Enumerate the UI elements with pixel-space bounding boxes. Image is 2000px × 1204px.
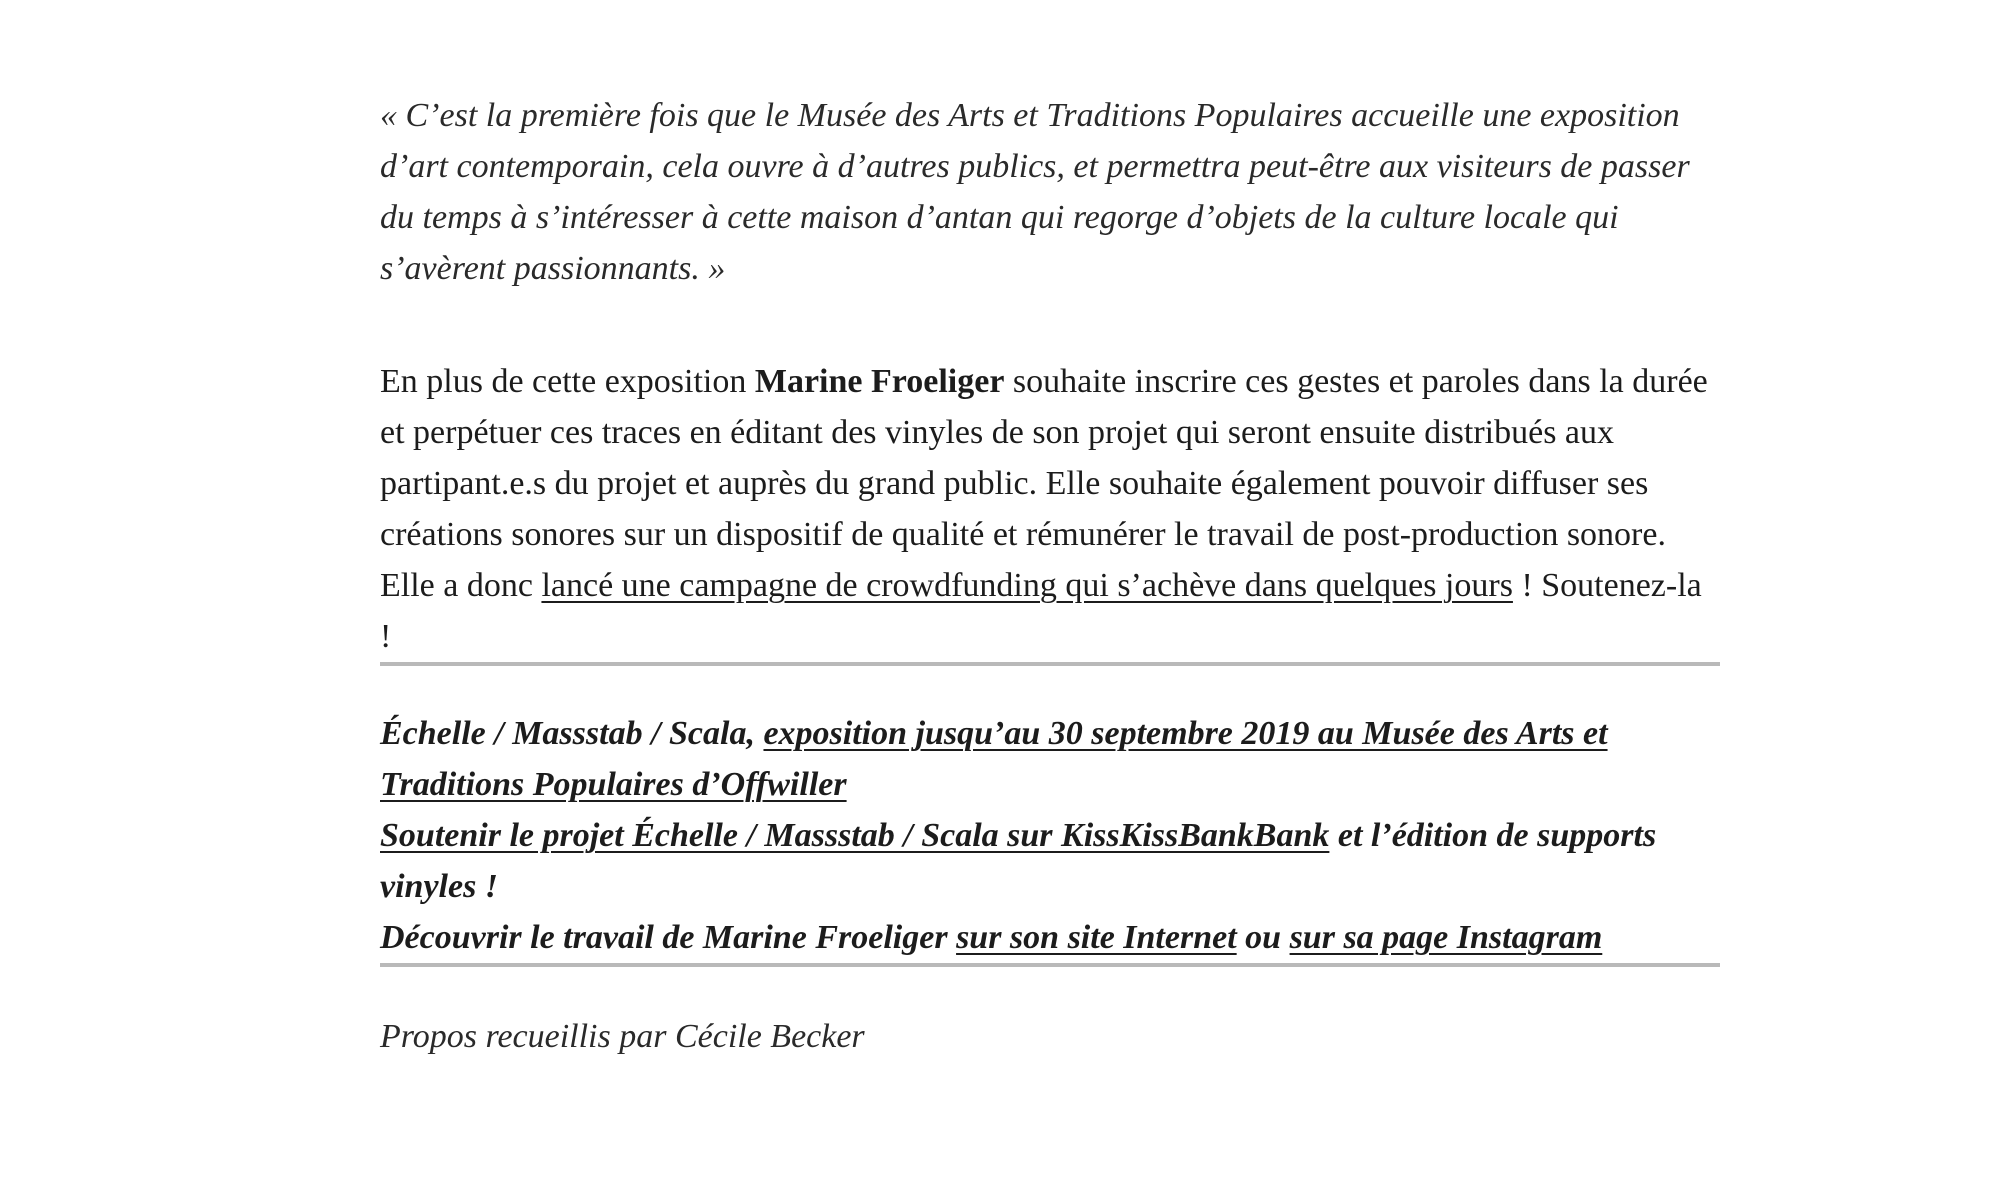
author-credit: Propos recueillis par Cécile Becker — [380, 1018, 865, 1055]
info-block — [380, 708, 1720, 963]
exhibition-title: Échelle / Massstab / Scala, — [380, 715, 764, 752]
instagram-link[interactable]: sur sa page Instagram — [1289, 919, 1603, 956]
discover-info-line — [380, 912, 1720, 963]
website-link[interactable]: sur son site Internet — [956, 919, 1237, 956]
support-suffix: et l’édition de supports vinyles ! — [380, 817, 1657, 905]
discover-prefix: Découvrir le travail de Marine Froeliger — [380, 919, 957, 956]
exhibition-info-line — [380, 708, 1720, 810]
artist-name: Marine Froeliger — [754, 363, 1005, 400]
kisskissbankbank-link[interactable]: Soutenir le projet Échelle / Massstab / Scala sur KissKissBankBank — [380, 817, 1330, 854]
body-paragraph — [380, 356, 1720, 662]
section-divider-top — [380, 662, 1720, 666]
crowdfunding-link[interactable]: lancé une campagne de crowdfunding qui s’achève dans quelques jours — [541, 567, 1513, 604]
paragraph-intro: En plus de cette exposition — [380, 363, 755, 400]
discover-middle: ou — [1236, 919, 1290, 956]
exhibition-link[interactable]: exposition jusqu’au 30 septembre 2019 au Musée des Arts et Traditions Populaires d’Offwiller — [380, 715, 1608, 803]
paragraph-middle: souhaite inscrire ces gestes et paroles dans la durée et perpétuer ces traces en éditant des vinyles de son projet qui seront ensuite distribués aux partipant.e.s du projet et auprès du grand public. Elle souhaite également pouvoir diffuser ses créations sonores sur un dispositif de qualité et rémunérer le travail de post-production sonore. Elle a donc — [380, 363, 1708, 604]
paragraph-outro: ! Soutenez-la ! — [380, 567, 1702, 655]
pull-quote: « C’est la première fois que le Musée des Arts et Traditions Populaires accueille une exposition d’art contemporain, cela ouvre à d’autres publics, et permettra peut-être aux visiteurs de passer du temps à s’intéresser à cette maison d’antan qui regorge d’objets de la culture locale qui s’avèrent passionnants. » — [380, 97, 1690, 287]
article-content — [380, 90, 1720, 1062]
section-divider-bottom — [380, 963, 1720, 967]
support-info-line — [380, 810, 1720, 912]
